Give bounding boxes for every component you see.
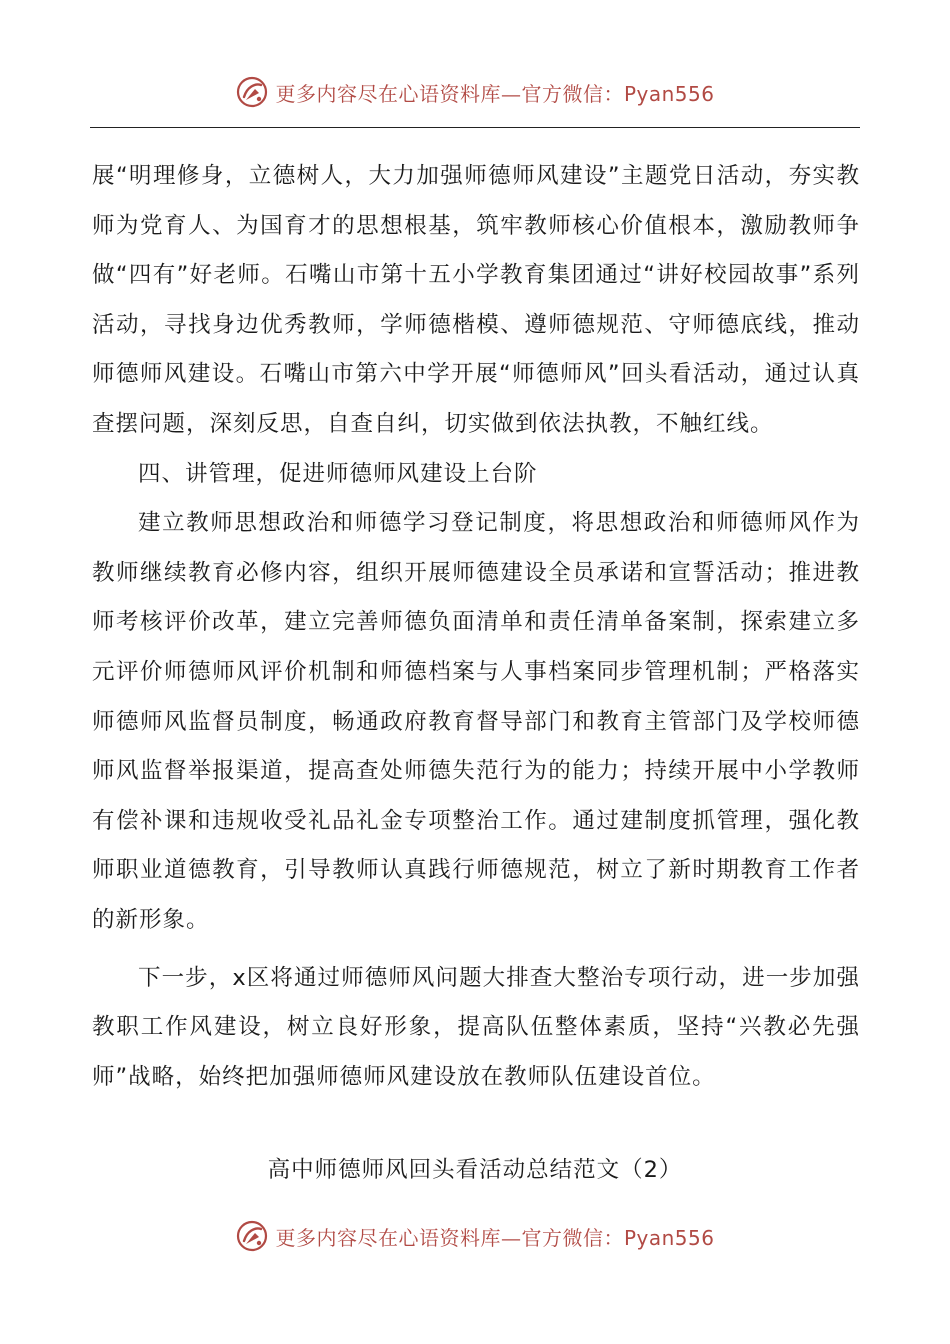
header-banner xyxy=(0,72,950,112)
footer-banner xyxy=(0,1216,950,1256)
footer-wechat: 官方微信：Pyan556 xyxy=(521,1225,715,1250)
library-logo-icon xyxy=(235,75,269,109)
section-heading: 四、讲管理，促进师德师风建设上台阶 xyxy=(138,460,538,487)
paragraph-continued: 展“明理修身，立德树人，大力加强师德师风建设”主题党日活动，夯实教师为党育人、为国育才的思想根基，筑牢教师核心价值根本，激励教师争做“四有”好老师。石嘴山市第十五小学教育集团通过“讲好校园故事”系列活动，寻找身边优秀教师，学师德楷模、遵师德规范、守师德底线，推动师德师风建设。石嘴山市第六中学开展“师德师风”回头看活动，通过认真查摆问题，深刻反思，自查自纠，切实做到依法执教，不触红线。 xyxy=(92,163,860,437)
document-body xyxy=(92,152,860,1102)
header-wechat: 官方微信：Pyan556 xyxy=(521,81,715,106)
paragraph: 下一步，x区将通过师德师风问题大排查大整治专项行动，进一步加强教职工作风建设，树立良好形象，提高队伍整体素质，坚持“兴教必先强师”战略，始终把加强师德师风建设放在教师队伍建设首位。 xyxy=(92,964,860,1090)
paragraph: 建立教师思想政治和师德学习登记制度，将思想政治和师德师风作为教师继续教育必修内容，组织开展师德建设全员承诺和宣誓活动；推进教师考核评价改革，建立完善师德负面清单和责任清单备案制，探索建立多元评价师德师风评价机制和师德档案与人事档案同步管理机制；严格落实师德师风监督员制度，畅通政府教育督导部门和教育主管部门及学校师德师风监督举报渠道，提高查处师德失范行为的能力；持续开展中小学教师有偿补课和违规收受礼品礼金专项整治工作。通过建制度抓管理，强化教师职业道德教育，引导教师认真践行师德规范，树立了新时期教育工作者的新形象。 xyxy=(92,510,860,933)
footer-slogan: 更多内容尽在心语资料库—官方微信：Pyan556 xyxy=(275,1225,715,1250)
header-divider xyxy=(90,127,860,128)
library-logo-icon xyxy=(235,1219,269,1253)
next-article-title: 高中师德师风回头看活动总结范文（2） xyxy=(267,1157,683,1183)
header-slogan: 更多内容尽在心语资料库—官方微信：Pyan556 xyxy=(275,81,715,106)
